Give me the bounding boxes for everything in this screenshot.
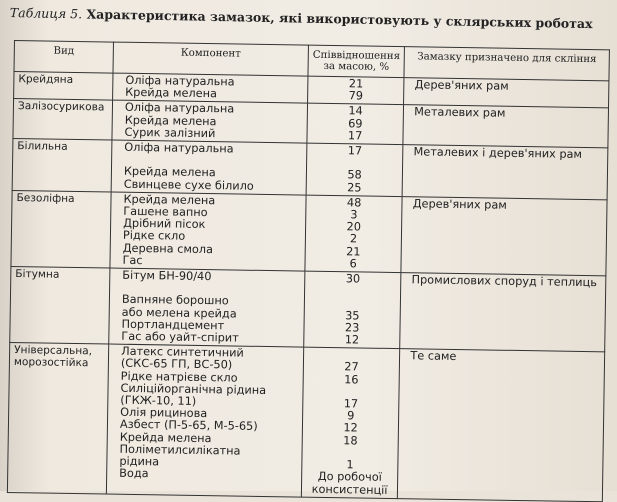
ratio-value: 69 xyxy=(348,116,363,131)
cell-components xyxy=(113,73,308,103)
ratio-value: 16 xyxy=(344,372,359,387)
component-line: Крейда мелена xyxy=(124,113,217,128)
cell-purpose: Те саме xyxy=(398,349,605,502)
ratio-value: 21 xyxy=(346,244,361,259)
ratio-value: 17 xyxy=(347,144,363,158)
component-line: Сурик залізний xyxy=(124,125,216,140)
cell-ratios xyxy=(306,143,403,196)
cell-ratios xyxy=(304,271,401,349)
component-line: Рідке натрієве скло xyxy=(120,369,238,385)
component-line: (СКС-65 ГП, ВС-50) xyxy=(120,357,233,372)
cell-kind: Бітумна xyxy=(10,267,110,345)
component-line: рідина xyxy=(119,454,160,469)
ratio-value: 30 xyxy=(345,272,361,286)
ratio-value: 25 xyxy=(347,180,362,195)
component-line: Оліфа натуральна xyxy=(124,140,234,156)
component-line: Рідке скло xyxy=(122,229,186,244)
ratio-value: 58 xyxy=(347,168,362,182)
ratio-value: 1 xyxy=(346,458,354,472)
ratio-value: 18 xyxy=(343,433,358,448)
component-line: Бітум БН-90/40 xyxy=(122,268,212,284)
component-line: Вапняне борошно xyxy=(121,293,229,308)
cell-ratios xyxy=(307,104,404,145)
component-line: Крейда мелена xyxy=(123,165,216,180)
cell-components xyxy=(112,100,308,143)
ratio-value: 27 xyxy=(344,360,359,374)
ratio-value: До робочої консистенції xyxy=(311,470,388,497)
ratio-value: 14 xyxy=(348,104,363,118)
component-line: Поліметилсилікатна xyxy=(119,442,241,458)
header-kind: Вид xyxy=(14,41,113,74)
component-line: Портландцемент xyxy=(121,317,225,333)
component-line: Силіційорганічна рідина xyxy=(120,381,267,397)
header-purpose: Замазку призначено для скління xyxy=(404,47,609,81)
component-line: Крейда мелена xyxy=(119,430,212,445)
cell-purpose: Дерев'яних рам xyxy=(401,196,607,275)
ratio-value: 35 xyxy=(345,308,360,323)
ratio-value: 12 xyxy=(344,333,360,347)
component-line: (ГКЖ-10, 11) xyxy=(120,393,197,408)
ratio-value: 3 xyxy=(350,208,358,222)
cell-ratios xyxy=(301,347,400,498)
cell-ratios xyxy=(305,195,402,273)
component-line: Дрібний пісок xyxy=(123,216,206,232)
ratio-value: 2 xyxy=(349,232,358,246)
header-component: Компонент xyxy=(113,42,308,76)
cell-components xyxy=(111,140,307,195)
cell-purpose: Металевих і дерев'яних рам xyxy=(402,145,608,200)
ratio-value: 21 xyxy=(348,77,364,91)
cell-ratios xyxy=(308,76,405,105)
component-line: Гас xyxy=(122,253,143,267)
ratio-value: 12 xyxy=(343,421,358,435)
ratio-value: 17 xyxy=(343,397,359,411)
table-number: Таблиця 5. xyxy=(9,5,83,22)
component-line: або мелена крейда xyxy=(121,305,237,321)
cell-components xyxy=(110,192,306,271)
table-body xyxy=(7,72,609,502)
header-ratio: Співвідношення за масою, % xyxy=(308,45,405,78)
ratio-value: 48 xyxy=(346,196,362,210)
cell-purpose: Дерев'яних рам xyxy=(404,78,609,109)
cell-kind: Універсальна, морозостійка xyxy=(7,343,108,494)
table-row xyxy=(12,139,608,200)
component-line: Оліфа натуральна xyxy=(125,73,235,89)
table-caption xyxy=(10,6,610,32)
component-line: Гашене вапно xyxy=(123,204,208,220)
cell-kind: Крейдяна xyxy=(14,72,113,101)
cell-kind: Білильна xyxy=(12,139,112,192)
component-line: Свинцеве сухе білило xyxy=(123,177,254,193)
ratio-value: 23 xyxy=(344,321,360,335)
component-line: Азбест (П-5-65, М-5-65) xyxy=(119,418,258,434)
putty-table xyxy=(7,40,610,502)
component-line: Оліфа натуральна xyxy=(124,101,235,116)
component-line: Крейда мелена xyxy=(123,192,216,208)
cell-kind: Залізосурикова xyxy=(13,99,113,140)
cell-components xyxy=(106,344,303,496)
cell-kind: Безоліфна xyxy=(11,190,111,268)
table-row xyxy=(11,190,607,276)
ratio-value: 17 xyxy=(347,129,363,143)
component-line: Крейда мелена xyxy=(125,85,218,101)
component-line: Деревна смола xyxy=(122,241,214,256)
cell-purpose: Металевих рам xyxy=(403,105,608,148)
component-line: Олія рицинова xyxy=(120,405,208,421)
ratio-value: 6 xyxy=(349,257,357,271)
table-row xyxy=(7,343,604,502)
table-row xyxy=(10,267,606,353)
component-line: Гас або уайт-спірит xyxy=(121,329,239,345)
table-title: Характеристика замазок, які використовують у склярських роботах xyxy=(86,6,593,32)
ratio-value: 20 xyxy=(346,220,362,234)
cell-purpose: Промислових споруд і теплиць xyxy=(400,273,606,352)
ratio-value: 9 xyxy=(347,409,355,423)
component-line: Вода xyxy=(119,467,149,481)
component-line: Латекс синтетичний xyxy=(121,344,244,360)
cell-components xyxy=(109,268,305,347)
ratio-value: 79 xyxy=(348,89,364,103)
